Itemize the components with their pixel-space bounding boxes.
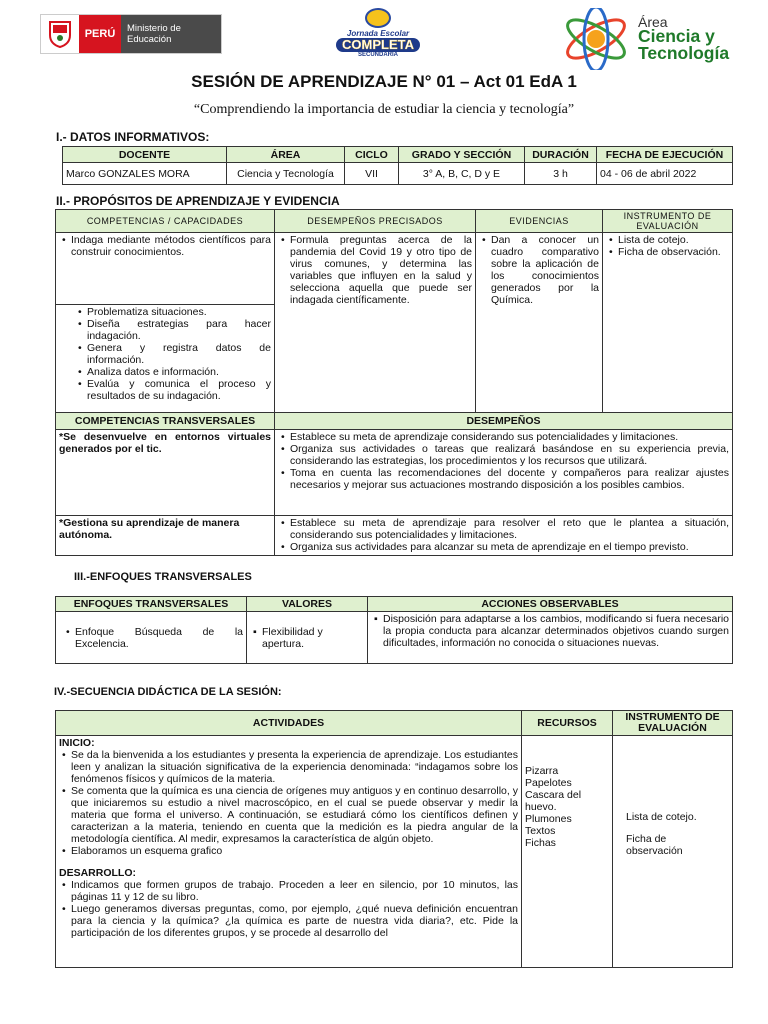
datos-table [62,146,733,185]
datos-header-docente: DOCENTE [63,147,227,163]
section4-heading: IV.-SECUENCIA DIDÁCTICA DE LA SESIÓN: [54,686,282,698]
recurso-item: Pizarra [525,765,559,777]
actividades-cell [56,736,522,968]
transversal-competencia-2: *Gestiona su aprendizaje de manera autónoma. [56,516,275,556]
instrumento-item: • Lista de cotejo. [618,234,729,246]
instrumento-eval-item: Ficha de observación [626,833,683,857]
transversal-header-competencias: COMPETENCIAS TRANSVERSALES [56,413,275,430]
peru-label: PERÚ [79,15,121,53]
evidencia-cell [476,233,603,413]
peru-shield-icon [41,15,79,53]
jornada-escolar-logo [330,8,426,58]
page-title: SESIÓN DE APRENDIZAJE N° 01 – Act 01 EdA 1 [191,72,577,91]
propositos-header-evidencias: EVIDENCIAS [476,210,603,233]
section3-heading: III.-ENFOQUES TRANSVERSALES [74,571,252,583]
valor-text: ▪ Flexibilidad y apertura. [262,626,364,650]
transversal-desempeno-item: • Toma en cuenta las recomendaciones del docente y compañeros para realizar ajustes necesarios y mejorar sus actuaciones mostrando disposición a los posibles cambios. [290,467,729,491]
enfoques-header-enfoques: ENFOQUES TRANSVERSALES [56,597,247,612]
instrumento-eval-cell [613,736,733,968]
inicio-item: • Elaboramos un esquema grafico [71,845,518,857]
competencia-text: • Indaga mediante métodos científicos para construir conocimientos. [71,234,271,258]
capacidad-item: • Diseña estrategias para hacer indagación. [87,318,271,342]
sun-clock-icon [365,8,391,28]
page-subtitle: “Comprendiendo la importancia de estudiar la ciencia y tecnología” [193,102,575,117]
recurso-item: Textos [525,825,556,837]
desarrollo-label: DESARROLLO: [59,867,136,879]
datos-header-fecha: FECHA DE EJECUCIÓN [597,147,733,163]
transversal-desempeno-item: • Establece su meta de aprendizaje para resolver el reto que le plantea a situación, considerando sus potencialidades y limitaciones. [290,517,729,541]
enfoque-text: • Enfoque Búsqueda de la Excelencia. [75,626,243,650]
enfoques-header-acciones: ACCIONES OBSERVABLES [368,597,733,612]
propositos-header-instrumento: INSTRUMENTO DE EVALUACIÓN [603,210,733,233]
section1-heading: I.- DATOS INFORMATIVOS: [56,130,210,144]
capacidad-item: • Analiza datos e información. [87,366,271,378]
propositos-header-competencias: COMPETENCIAS / CAPACIDADES [56,210,275,233]
datos-header-duracion: DURACIÓN [525,147,597,163]
datos-header-ciclo: CICLO [345,147,399,163]
accion-cell [368,612,733,664]
jornada-sub: SECUNDARIA [357,52,398,58]
desempeno-text: • Formula preguntas acerca de la pandemia del Covid 19 y otro tipo de virus comunes, y determina las variables que influyen en la salud y selecciona aquella que puede ser indagada científicamente. [290,234,472,306]
transversal-desempeno-item: • Organiza sus actividades para alcanzar su meta de aprendizaje en el tiempo previsto. [290,541,729,553]
transversal-desempeno-item: • Organiza sus actividades o tareas que realizará basándose en su experiencia previa, considerando las estrategias, los procedimientos y los recursos que utilizará. [290,443,729,467]
datos-header-area: ÁREA [227,147,345,163]
enfoque-cell [56,612,247,664]
jornada-title: Jornada Escolar [346,29,410,38]
datos-docente: Marco GONZALES MORA [63,163,227,185]
desarrollo-item: • Indicamos que formen grupos de trabajo. Proceden a leer en silencio, por 10 minutos, las páginas 11 y 12 de su libro. [71,879,518,903]
area-name [638,28,729,62]
propositos-table [55,209,733,556]
transversal-desempenos-2 [275,516,733,556]
competencia-cell [56,233,275,305]
datos-header-grado: GRADO Y SECCIÓN [399,147,525,163]
recurso-item: Cascara del huevo. [525,789,582,813]
capacidad-item: • Genera y registra datos de información. [87,342,271,366]
transversal-header-desempenos: DESEMPEÑOS [275,413,733,430]
capacidades-cell [56,305,275,413]
capacidad-item: • Problematiza situaciones. [87,306,271,318]
secuencia-header-instrumento: INSTRUMENTO DE EVALUACIÓN [613,711,733,736]
recurso-item: Plumones [525,813,572,825]
instrumento-item: • Ficha de observación. [618,246,729,258]
minedu-logo [40,14,222,54]
inicio-label: INICIO: [59,737,95,749]
desarrollo-item: • Luego generamos diversas preguntas, como, por ejemplo, ¿qué nueva definición encuentran para la ciencia y la química? ¿la química es parte de nuestra vida diaria?, etc. Pide la participación de los diferentes grupos, y se procede al desarrollo del [71,903,518,939]
inicio-item: • Se comenta que la química es una ciencia de orígenes muy antiguos y en continuo desarrollo, y que iniciaremos su estudio a nivel macroscópico, en el cual se puede observar y medir la materia que forma el universo. A continuación, se estudiará cómo los científicos definen y caracterizan a la materia, teniendo en cuenta que la medición es la piedra angular de la metodología científica. Al medir, expresamos la característica de algún objeto. [71,785,518,845]
secuencia-header-recursos: RECURSOS [522,711,613,736]
ministerio-label: Ministerio de Educación [121,15,221,53]
secuencia-header-actividades: ACTIVIDADES [56,711,522,736]
enfoques-table [55,596,733,664]
enfoques-header-valores: VALORES [247,597,368,612]
recursos-cell [522,736,613,968]
datos-grado: 3° A, B, C, D y E [399,163,525,185]
area-name-line2: Tecnología [638,43,730,63]
instrumento-cell [603,233,733,413]
area-logo [560,8,760,68]
transversal-desempeno-item: • Establece su meta de aprendizaje considerando sus potencialidades y limitaciones. [290,431,729,443]
instrumento-eval-item: Lista de cotejo. [626,811,697,823]
evidencia-text: • Dan a conocer un cuadro comparativo sobre la aplicación de los conocimientos generados por la Química. [491,234,599,306]
section2-heading: II.- PROPÓSITOS DE APRENDIZAJE Y EVIDENCIA [56,194,340,208]
capacidad-item: • Evalúa y comunica el proceso y resultados de su indagación. [87,378,271,402]
area-name-line1: Ciencia y [638,26,715,46]
datos-ciclo: VII [345,163,399,185]
transversal-desempenos-1 [275,430,733,516]
datos-area: Ciencia y Tecnología [227,163,345,185]
recurso-item: Papelotes [525,777,572,789]
jornada-brand: COMPLETA [336,38,420,52]
valor-cell [247,612,368,664]
datos-fecha: 04 - 06 de abril 2022 [597,163,733,185]
recurso-item: Fichas [525,837,556,849]
accion-text: ▪ Disposición para adaptarse a los cambios, modificando si fuera necesario la propia conducta para alcanzar determinados objetivos cuando surgen dificultades, información no conocida o situaciones nuevas. [383,613,729,649]
area-word: Área [638,14,668,30]
atom-icon [560,8,640,70]
inicio-item: • Se da la bienvenida a los estudiantes y presenta la experiencia de aprendizaje. Los estudiantes leen y analizan la situación significativa de la experiencia denominada: “indagamos sobre los fenómenos físicos y químicos de la materia. [71,749,518,785]
secuencia-table [55,710,733,968]
transversal-competencia-1: *Se desenvuelve en entornos virtuales generados por el tic. [56,430,275,516]
datos-duracion: 3 h [525,163,597,185]
desempeno-cell [275,233,476,413]
propositos-header-desempenos: DESEMPEÑOS PRECISADOS [275,210,476,233]
